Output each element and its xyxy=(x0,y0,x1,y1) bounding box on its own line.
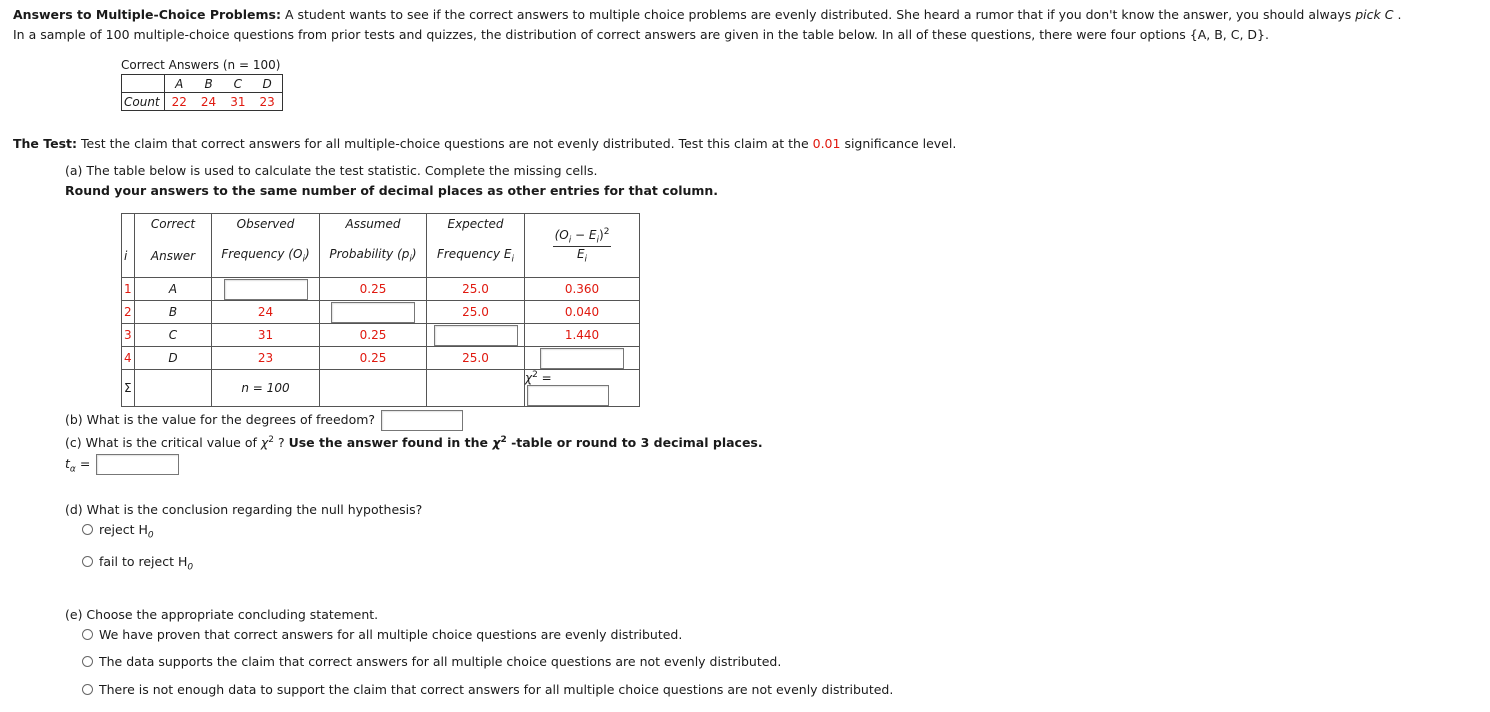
chi-fraction: $\frac{(O_i - E_i)^2}{E_i}$ xyxy=(554,227,610,264)
part-a-instruction: Round your answers to the same number of decimal places as other entries for that column. xyxy=(65,183,719,198)
frac-den: E xyxy=(576,246,585,261)
expected-cell: 25.0 xyxy=(427,347,525,370)
option-reject[interactable] xyxy=(82,522,154,541)
header-i: i xyxy=(122,234,135,278)
option-label: fail to reject H xyxy=(99,554,188,569)
part-c-bold: Use the answer found in the xyxy=(288,435,493,451)
frac-e: − E xyxy=(571,228,597,243)
radio-button[interactable] xyxy=(82,556,93,567)
summary-letter: A xyxy=(175,76,184,91)
radio-button[interactable] xyxy=(82,684,93,695)
expected-input-c[interactable] xyxy=(434,325,518,346)
summary-blank xyxy=(122,75,165,93)
frac-sub: i xyxy=(596,235,599,246)
observed-cell: 23 xyxy=(212,347,320,370)
summary-row-label: Count xyxy=(122,93,165,111)
header-answer: Answer xyxy=(135,234,212,278)
summary-letter: B xyxy=(204,76,213,91)
frac-sub: i xyxy=(584,253,588,264)
option-label: The data supports the claim that correct answers for all multiple choice questions are not evenly distributed. xyxy=(99,654,782,669)
conclusion-option-2[interactable] xyxy=(82,654,781,669)
chi-cell xyxy=(525,347,640,370)
observed-input-a[interactable] xyxy=(224,279,308,300)
radio-button[interactable] xyxy=(82,656,93,667)
t-sub: α xyxy=(69,464,76,475)
frac-o: (O xyxy=(554,228,569,243)
hdr-sub: i xyxy=(409,254,412,265)
hdr-text: ) xyxy=(304,246,310,261)
chi-square-input[interactable] xyxy=(527,385,609,406)
expected-cell: 25.0 xyxy=(427,278,525,301)
header-observed-freq xyxy=(212,234,320,278)
h-sub: 0 xyxy=(187,562,194,573)
header-assumed: Assumed xyxy=(320,214,427,235)
alpha-value: 0.01 xyxy=(812,136,841,151)
chi-symbol: χ xyxy=(260,435,269,451)
summary-count: 24 xyxy=(194,93,223,111)
critical-value-row xyxy=(65,454,179,475)
conclusion-option-1[interactable] xyxy=(82,627,682,642)
radio-button[interactable] xyxy=(82,629,93,640)
sum-blank xyxy=(427,370,525,407)
row-index: 4 xyxy=(122,347,135,370)
row-answer: A xyxy=(135,278,212,301)
option-label: There is not enough data to support the claim that correct answers for all multiple choice questions are not evenly distributed. xyxy=(99,682,894,697)
chi-cell: 1.440 xyxy=(525,324,640,347)
test-statement xyxy=(13,136,956,151)
intro-text-1: A student wants to see if the correct answers to multiple choice problems are evenly distributed. She heard a rumor that if you don't know the answer, you should always xyxy=(280,7,1356,22)
test-text: Test the claim that correct answers for all multiple-choice questions are not evenly distributed. Test this claim at the xyxy=(77,136,813,151)
row-index: 3 xyxy=(122,324,135,347)
part-b-text: (b) What is the value for the degrees of freedom? xyxy=(65,412,376,427)
sum-n-cell xyxy=(212,370,320,407)
intro-italic: pick C xyxy=(1355,7,1394,22)
summary-count: 22 xyxy=(164,93,194,111)
prob-input-b[interactable] xyxy=(331,302,415,323)
summary-count: 23 xyxy=(252,93,282,111)
row-index: 2 xyxy=(122,301,135,324)
option-label: reject H xyxy=(99,522,148,537)
row-answer: D xyxy=(135,347,212,370)
header-blank xyxy=(122,214,135,235)
header-expected: Expected xyxy=(427,214,525,235)
chi-symbol: χ xyxy=(492,435,501,451)
part-b xyxy=(65,410,463,431)
row-answer: B xyxy=(135,301,212,324)
header-expected-freq xyxy=(427,234,525,278)
part-c: (c) What is the critical value of $\chi^2$ ? Use the answer found in the $\chi^2$ -table or round to 3 decimal places. xyxy=(65,435,763,451)
chi-input-d[interactable] xyxy=(540,348,624,369)
summary-letter: D xyxy=(262,76,272,91)
chi2-symbol: χ xyxy=(525,371,533,385)
hdr-text: Frequency (O xyxy=(221,246,303,261)
hdr-sub: i xyxy=(302,254,305,265)
intro-end: . xyxy=(1393,7,1402,22)
chi-cell: 0.360 xyxy=(525,278,640,301)
chi-square-cell: $\chi^2$ = xyxy=(525,370,640,407)
hdr-sub: i xyxy=(511,254,515,265)
option-fail-to-reject[interactable] xyxy=(82,554,193,573)
sigma-symbol: Σ xyxy=(122,370,135,407)
intro-line-2: In a sample of 100 multiple-choice questions from prior tests and quizzes, the distribution of correct answers are given in the table below. In all of these questions, there were four options {A, B, C, D}. xyxy=(13,27,1269,42)
test-label: The Test: xyxy=(13,136,78,151)
n-label: n = 100 xyxy=(241,381,290,395)
intro-line-1 xyxy=(13,7,1401,22)
sum-blank xyxy=(135,370,212,407)
part-d-text: (d) What is the conclusion regarding the null hypothesis? xyxy=(65,502,423,517)
option-label: We have proven that correct answers for all multiple choice questions are evenly distributed. xyxy=(99,627,683,642)
frac-close: ) xyxy=(599,228,604,243)
observed-cell xyxy=(212,278,320,301)
summary-count: 31 xyxy=(223,93,252,111)
chi2-eq: = xyxy=(537,371,552,385)
summary-caption: Correct Answers (n = 100) xyxy=(121,58,281,72)
part-c-text: (c) What is the critical value of xyxy=(65,435,261,451)
hdr-text: Probability (p xyxy=(329,246,410,261)
summary-letter: C xyxy=(233,76,243,91)
part-a-text: (a) The table below is used to calculate the test statistic. Complete the missing cells. xyxy=(65,163,598,178)
header-probability xyxy=(320,234,427,278)
calc-table xyxy=(121,213,640,407)
row-index: 1 xyxy=(122,278,135,301)
test-text-end: significance level. xyxy=(840,136,957,151)
header-correct: Correct xyxy=(135,214,212,235)
part-c-q: ? xyxy=(273,435,289,451)
chi-cell: 0.040 xyxy=(525,301,640,324)
row-answer: C xyxy=(135,324,212,347)
expected-cell: 25.0 xyxy=(427,301,525,324)
observed-cell: 31 xyxy=(212,324,320,347)
part-c-bold-2: -table or round to 3 decimal places. xyxy=(506,435,763,451)
hdr-text: Frequency E xyxy=(436,246,512,261)
header-chi-component xyxy=(525,214,640,278)
df-input[interactable] xyxy=(381,410,463,431)
header-observed: Observed xyxy=(212,214,320,235)
hdr-text: ) xyxy=(411,246,417,261)
problem-title: Answers to Multiple-Choice Problems: xyxy=(13,7,281,22)
prob-cell: 0.25 xyxy=(320,324,427,347)
part-e-text: (e) Choose the appropriate concluding statement. xyxy=(65,607,379,622)
expected-cell xyxy=(427,324,525,347)
conclusion-option-3[interactable] xyxy=(82,682,893,697)
summary-table xyxy=(121,58,283,111)
critical-value-input[interactable] xyxy=(96,454,179,475)
prob-cell: 0.25 xyxy=(320,278,427,301)
frac-sub: i xyxy=(568,235,572,246)
t-eq: = xyxy=(75,456,91,471)
t-label: t xyxy=(65,456,70,471)
prob-cell: 0.25 xyxy=(320,347,427,370)
h-sub: 0 xyxy=(147,530,154,541)
sum-blank xyxy=(320,370,427,407)
prob-cell xyxy=(320,301,427,324)
radio-button[interactable] xyxy=(82,524,93,535)
observed-cell: 24 xyxy=(212,301,320,324)
